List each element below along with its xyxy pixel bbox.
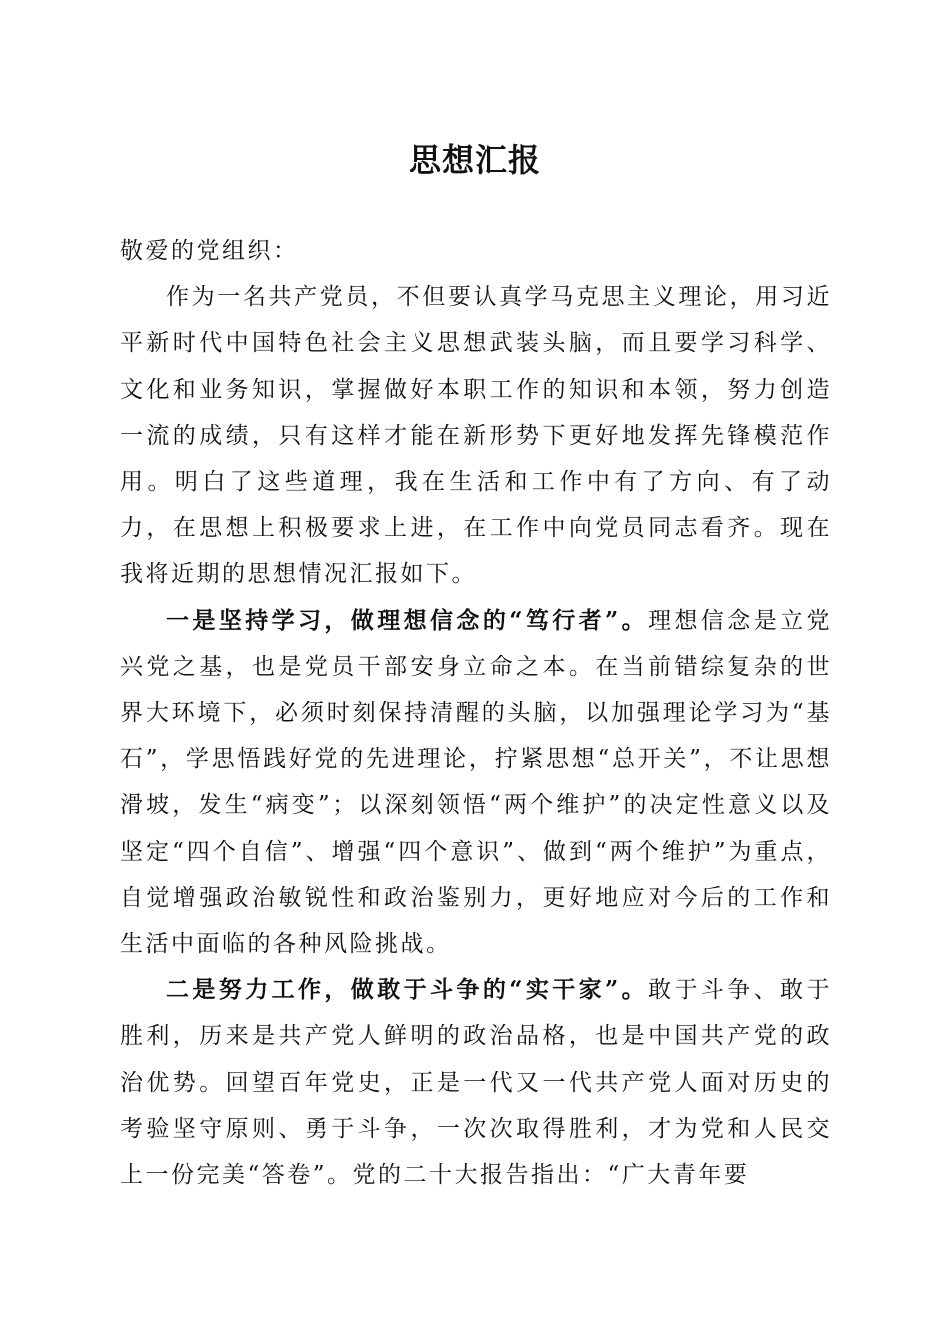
paragraph-point-one xyxy=(120,598,832,968)
paragraph-text: 理想信念是立党兴党之基，也是党员干部安身立命之本。在当前错综复杂的世界大环境下，必须时刻保持清醒的头脑，以加强理论学习为“基石”，学思悟践好党的先进理论，拧紧思想“总开关”，不让思想滑坡，发生“病变”；以深刻领悟“两个维护”的决定性意义以及坚定“四个自信”、增强“四个意识”、做到“两个维护”为重点，自觉增强政治敏锐性和政治鉴别力，更好地应对今后的工作和生活中面临的各种风险挑战。 xyxy=(120,607,833,958)
paragraph-lead: 一是坚持学习，做理想信念的“笃行者”。 xyxy=(166,606,649,634)
salutation: 敬爱的党组织： xyxy=(120,238,299,264)
paragraph-text: 作为一名共产党员，不但要认真学马克思主义理论，用习近平新时代中国特色社会主义思想武装头脑，而且要学习科学、文化和业务知识，掌握做好本职工作的知识和本领，努力创造一流的成绩，只有这样才能在新形势下更好地发挥先锋模范作用。明白了这些道理，我在生活和工作中有了方向、有了动力，在思想上积极要求上进，在工作中向党员同志看齐。现在我将近期的思想情况汇报如下。 xyxy=(120,284,832,588)
document-title: 思想汇报 xyxy=(408,141,541,179)
document-body xyxy=(120,228,832,1198)
paragraph-point-two xyxy=(120,967,832,1198)
paragraph-lead: 二是努力工作，做敢于斗争的“实干家”。 xyxy=(166,976,649,1004)
paragraph-intro xyxy=(120,274,832,597)
paragraph-text: 敢于斗争、敢于胜利，历来是共产党人鲜明的政治品格，也是中国共产党的政治优势。回望百年党史，正是一代又一代共产党人面对历史的考验坚守原则、勇于斗争，一次次取得胜利，才为党和人民交上一份完美“答卷”。党的二十大报告指出：“广大青年要 xyxy=(120,977,833,1189)
